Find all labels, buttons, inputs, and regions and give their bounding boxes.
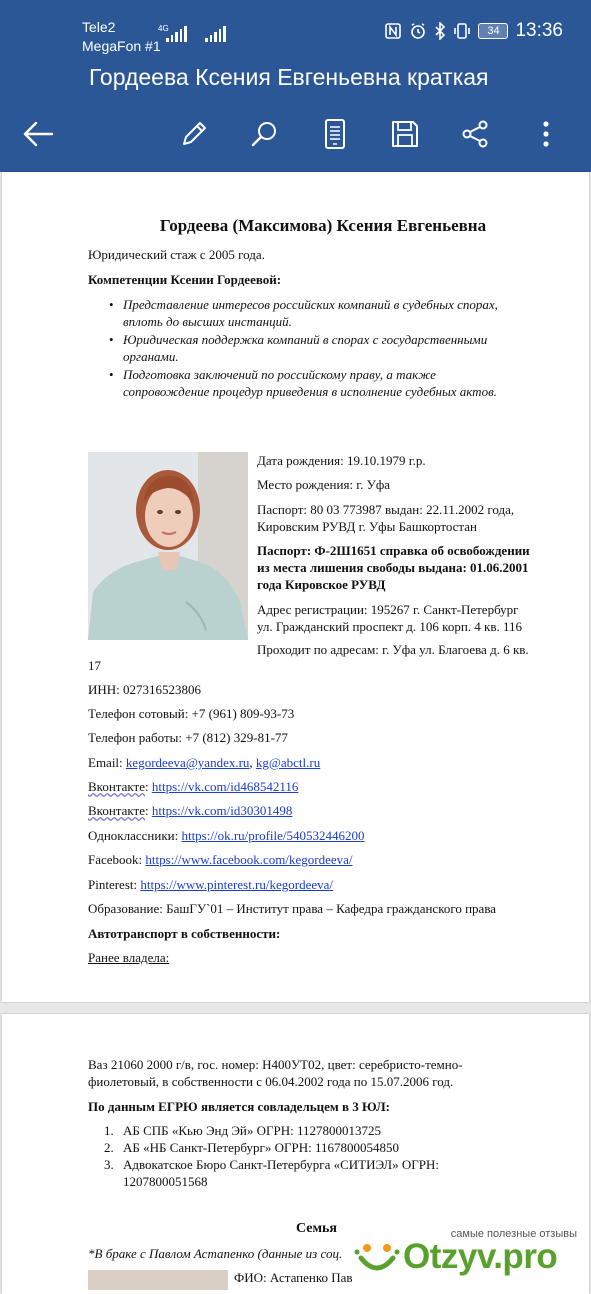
family-note: *В браке с Павлом Астапенко (данные из соц.: [88, 1246, 343, 1261]
family-title: Семья: [296, 1221, 338, 1236]
vk-line-1: Вконтакте: https://vk.com/id468542116: [88, 779, 299, 794]
addresses-line-1: Проходит по адресам: г. Уфа ул. Благоева д. 6 кв.: [257, 642, 529, 657]
previous-owner-label: Ранее владела:: [88, 950, 170, 965]
search-button[interactable]: [246, 116, 282, 152]
share-icon: [460, 119, 490, 149]
status-bar: [0, 0, 591, 60]
passport-2-line-1: Паспорт: Ф-2Ш1651 справка об освобождении: [257, 543, 530, 558]
birth-place: Место рождения: г. Уфа: [257, 477, 391, 492]
competences-title: Компетенции Ксении Гордеевой:: [88, 272, 282, 287]
status-icons: [384, 20, 591, 42]
education: Образование: БашГУ`01 – Институт права – Кафедра гражданского права: [88, 901, 497, 916]
otzyv-logo-icon: [353, 1238, 401, 1280]
pinterest-line: Pinterest: https://www.pinterest.ru/kegordeeva/: [88, 877, 334, 892]
family-photo: [88, 1270, 228, 1290]
bullet-icon: •: [109, 332, 114, 347]
document-page-1[interactable]: [2, 172, 589, 1002]
inn: ИНН: 027316523806: [88, 682, 202, 697]
addresses-line-2: 17: [88, 658, 101, 673]
ok-line: Одноклассники: https://ok.ru/profile/540532446200: [88, 828, 365, 843]
save-icon: [390, 119, 420, 149]
watermark-tagline: самые полезные отзывы: [450, 1228, 577, 1240]
address-line-2: ул. Гражданский проспект д. 106 корп. 4 кв. 116: [257, 619, 523, 634]
clock: 13:36: [515, 20, 563, 41]
save-button[interactable]: [387, 116, 423, 152]
alarm-icon: [409, 22, 427, 40]
pencil-icon: [179, 119, 209, 149]
watermark-brand: Otzyv.pro: [403, 1237, 558, 1276]
watermark: [353, 1228, 583, 1280]
carrier-names: [82, 18, 161, 56]
network-type: 4G: [158, 24, 169, 33]
page-1-content: Гордеева (Максимова) Ксения Евгеньевна Юридический стаж с 2005 года. Компетенции Ксении Гордеевой: • Представление интересов российских компаний в судебных спорах, вплоть до высших инстанций. • Юридическая поддержка компаний в спорах с государственными органами. • Подготовка заключений по российскому праву, а также сопровождение процедур приведения в исполнение судебных актов. Дата рождения: 19.10.1979 г.р. Место рождения: г. Уфа Паспорт: 80 03 773987 выдан: 22.11.2002 года, Кировским РУВД г. Уфы Башкортостан Паспорт: Ф-2Ш1651 справка об освобождении из места лишения свободы выдана: 01.06.2001 года Кировское РУВД Адрес регистрации: 195267 г. Санкт-Петербург ул. Гражданский проспект д. 106 корп. 4 кв. 116 Проходит по адресам: г. Уфа ул. Благоева д. 6 кв. 17 ИНН: 027316523806 Телефон сотовый: +7 (961) 809-93-73 Телефон работы: +7 (812) 329-81-77 Email: kegordeeva@yandex.ru, kg@abctl.ru Вконтакте: https://vk.com/id468542116 Вконтакте: https://vk.com/id30301498 Одноклассники: https://ok.ru/profile/540532446200 Facebook: https://www.facebook.com/kegordeeva/ Pinterest: https://www.pinterest.ru/kegordeeva/ Образование: БашГУ`01 – Институт права – Кафедра гражданского права Автотранспорт в собственности: Ранее владела:: [88, 217, 558, 987]
search-icon: [249, 119, 279, 149]
facebook-link[interactable]: https://www.facebook.com/kegordeeva/: [145, 852, 353, 867]
ok-link[interactable]: https://ok.ru/profile/540532446200: [181, 828, 365, 843]
portrait-image: [88, 452, 248, 640]
signal-icon-2: [205, 26, 226, 42]
mobile-view-icon: [322, 118, 348, 150]
battery-icon: [478, 23, 508, 39]
edit-button[interactable]: [176, 116, 212, 152]
experience-text: Юридический стаж с 2005 года.: [88, 247, 265, 262]
vehicles-title: Автотранспорт в собственности:: [88, 926, 281, 941]
document-title: Гордеева Ксения Евгеньевна краткая: [89, 64, 489, 90]
pinterest-link[interactable]: https://www.pinterest.ru/kegordeeva/: [140, 877, 334, 892]
person-photo: [88, 452, 248, 640]
work-phone: Телефон работы: +7 (812) 329-81-77: [88, 730, 288, 745]
passport-2-line-3: года Кировское РУВД: [257, 577, 386, 592]
vk-link-2[interactable]: https://vk.com/id30301498: [151, 803, 293, 818]
birth-date: Дата рождения: 19.10.1979 г.р.: [257, 453, 426, 468]
nfc-icon: [384, 22, 402, 40]
passport-1-line-2: Кировским РУВД г. Уфы Башкортостан: [257, 519, 477, 534]
company-3-ogrn: 1207800051568: [123, 1174, 208, 1189]
email-link-1[interactable]: kegordeeva@yandex.ru: [125, 755, 250, 770]
carrier-1: Tele2: [82, 19, 116, 35]
bullet-icon: •: [109, 297, 114, 312]
page-2-content: Ваз 21060 2000 г/в, гос. номер: Н400УТ02, цвет: серебристо-темно- фиолетовый, в собственности с 06.04.2002 года по 15.07.2006 год. По данным ЕГРЮ является совладельцем в 3 ЮЛ: 1. АБ СПБ «Кью Энд Эй» ОГРН: 1127800013725 2. АБ «НБ Санкт-Петербург» ОГРН: 1167800054850 3. Адвокатское Бюро Санкт-Петербурга «СИТИЭЛ» ОГРН: 1207800051568 Семья *В браке с Павлом Астапенко (данные из соц. ФИО: Астапенко Пав: [88, 1056, 558, 1286]
mobile-phone: Телефон сотовый: +7 (961) 809-93-73: [88, 706, 295, 721]
email-line: Email: kegordeeva@yandex.ru, kg@abctl.ru: [88, 755, 321, 770]
car-line-1: Ваз 21060 2000 г/в, гос. номер: Н400УТ02, цвет: серебристо-темно-: [88, 1057, 463, 1072]
vibrate-icon: [453, 22, 471, 40]
passport-1-line-1: Паспорт: 80 03 773987 выдан: 22.11.2002 года,: [257, 502, 515, 517]
bluetooth-icon: [434, 22, 446, 40]
passport-2-line-2: из места лишения свободы выдана: 01.06.2001: [257, 560, 529, 575]
signal-icon: [166, 26, 187, 42]
facebook-line: Facebook: https://www.facebook.com/kegordeeva/: [88, 852, 353, 867]
bullet-icon: •: [109, 367, 114, 382]
vk-link-1[interactable]: https://vk.com/id468542116: [151, 779, 299, 794]
carrier-2: MegaFon #1: [82, 38, 161, 54]
share-button[interactable]: [457, 116, 493, 152]
more-menu-button[interactable]: [528, 116, 564, 152]
mobile-view-button[interactable]: [317, 116, 353, 152]
egrul-title: По данным ЕГРЮ является совладельцем в 3 ЮЛ:: [88, 1099, 391, 1114]
back-button[interactable]: [20, 116, 56, 152]
car-line-2: фиолетовый, в собственности с 06.04.2002 года по 15.07.2006 год.: [88, 1074, 454, 1089]
address-line-1: Адрес регистрации: 195267 г. Санкт-Петербург: [257, 602, 519, 617]
back-arrow-icon: [22, 120, 54, 148]
vk-line-2: Вконтакте: https://vk.com/id30301498: [88, 803, 293, 818]
fio-partial: ФИО: Астапенко Пав: [234, 1270, 353, 1285]
battery-level: 34: [487, 25, 500, 37]
document-heading: Гордеева (Максимова) Ксения Евгеньевна: [159, 216, 487, 235]
more-vertical-icon: [541, 119, 551, 149]
email-link-2[interactable]: kg@abctl.ru: [255, 755, 321, 770]
app-toolbar: [0, 60, 591, 172]
